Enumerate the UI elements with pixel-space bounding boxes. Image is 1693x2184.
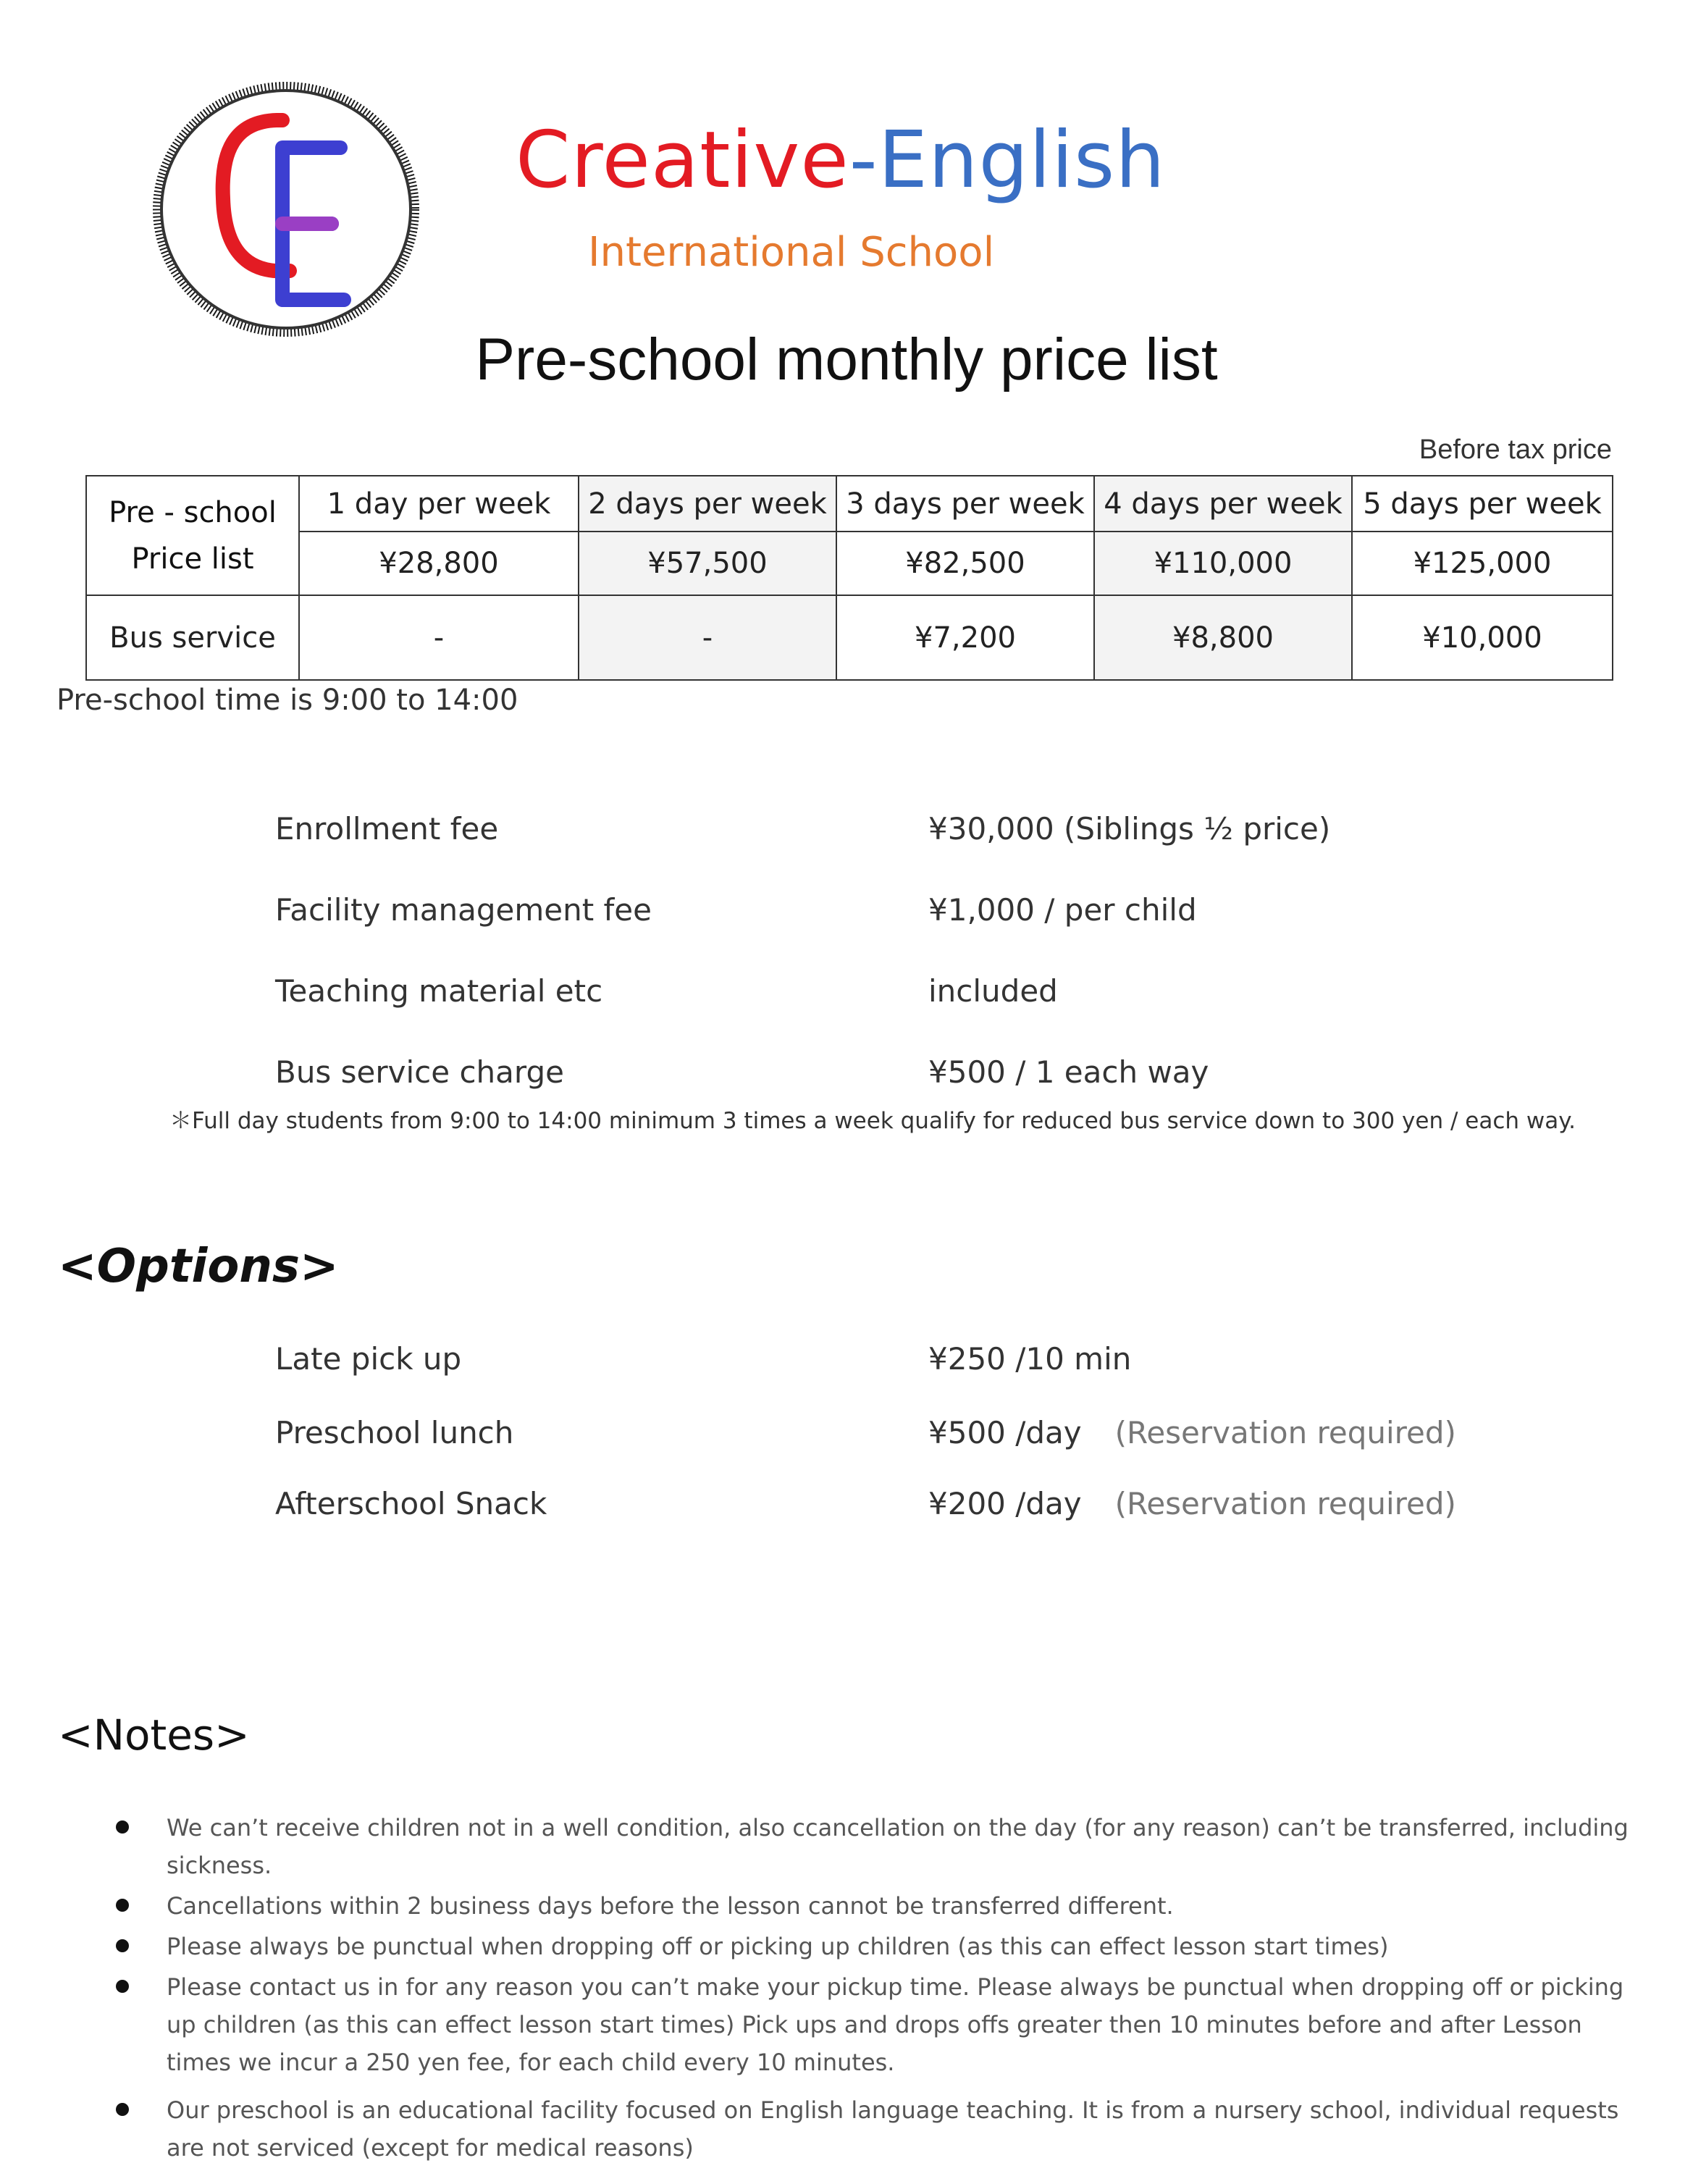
column-header: 2 days per week (579, 476, 836, 532)
note-text: Cancellations within 2 business days before the lesson cannot be transferred different. (167, 1892, 1174, 1920)
list-item (109, 1968, 1651, 2081)
table-row-bus (86, 595, 1613, 680)
price-table (85, 475, 1613, 681)
brand-subtitle: International School (588, 229, 995, 276)
fee-label-enrollment: Enrollment fee (275, 811, 499, 847)
bullet-icon (116, 1980, 129, 1993)
school-logo (145, 75, 427, 343)
fee-label-material: Teaching material etc (275, 973, 603, 1009)
column-header: 5 days per week (1352, 476, 1613, 532)
note-text: We can’t receive children not in a well condition, also ccancellation on the day (for any reason) can’t be transferred, including sickness. (167, 1814, 1629, 1879)
corner-line1: Pre - school (109, 495, 277, 529)
bullet-icon (116, 1899, 129, 1912)
note-text: Our preschool is an educational facility focused on English language teaching. It is from a nursery school, individual requests are not serviced (except for medical reasons) (167, 2096, 1619, 2162)
option-label-snack: Afterschool Snack (275, 1486, 547, 1521)
bullet-icon (116, 2103, 129, 2116)
option-price: ¥250 /10 min (928, 1341, 1132, 1377)
list-item (109, 1809, 1651, 1884)
logo-initials: CE (145, 75, 146, 76)
options-heading: <Options> (58, 1240, 339, 1293)
bus-price-cell: ¥10,000 (1352, 595, 1613, 680)
list-item (109, 1887, 1651, 1925)
bus-footnote: ＊Full day students from 9:00 to 14:00 minimum 3 times a week qualify for reduced bus service down to 300 yen / each way. (169, 1108, 1576, 1134)
column-header: 3 days per week (836, 476, 1094, 532)
preschool-time-note: Pre-school time is 9:00 to 14:00 (56, 684, 518, 717)
note-text: Please always be punctual when dropping off or picking up children (as this can effect lesson start times) (167, 1933, 1389, 1960)
brand-name-part2: -English (849, 115, 1166, 206)
table-corner-cell (86, 476, 299, 595)
option-price: ¥200 /day (928, 1486, 1082, 1521)
price-cell: ¥110,000 (1094, 532, 1352, 595)
bus-price-cell: ¥8,800 (1094, 595, 1352, 680)
option-value-late-pickup (928, 1341, 1131, 1377)
option-label-late-pickup: Late pick up (275, 1341, 462, 1377)
price-cell: ¥57,500 (579, 532, 836, 595)
table-header-row (86, 476, 1613, 532)
note-text: Please contact us in for any reason you can’t make your pickup time. Please always be punctual when dropping off or picking up children (as this can effect lesson start times) Pick ups and drops offs greater then 10 minutes before and after Lesson times we incur a 250 yen fee, for each child every 10 minutes. (167, 1973, 1624, 2076)
option-label-lunch: Preschool lunch (275, 1415, 514, 1450)
bus-price-cell: - (299, 595, 579, 680)
fee-value-enrollment: ¥30,000 (Siblings ½ price) (928, 811, 1331, 847)
list-item (109, 2091, 1651, 2167)
bus-price-cell: ¥7,200 (836, 595, 1094, 680)
fee-value-facility: ¥1,000 / per child (928, 892, 1197, 928)
fee-value-bus: ¥500 / 1 each way (928, 1054, 1209, 1090)
column-header: 1 day per week (299, 476, 579, 532)
option-value-lunch (928, 1415, 1456, 1450)
bus-price-cell: - (579, 595, 836, 680)
option-value-snack (928, 1486, 1456, 1521)
price-cell: ¥28,800 (299, 532, 579, 595)
page-title: Pre-school monthly price list (475, 327, 1218, 392)
bullet-icon (116, 1820, 129, 1834)
list-item (109, 1928, 1651, 1965)
price-cell: ¥82,500 (836, 532, 1094, 595)
option-price: ¥500 /day (928, 1415, 1082, 1450)
notes-heading: <Notes> (58, 1710, 250, 1760)
tax-note: Before tax price (1419, 434, 1612, 465)
bus-row-label: Bus service (86, 595, 299, 680)
notes-list (109, 1809, 1651, 2170)
table-row-prices (86, 532, 1613, 595)
brand-name (516, 115, 1166, 206)
option-reservation-note: (Reservation required) (1114, 1415, 1456, 1450)
corner-line2: Price list (131, 542, 254, 576)
brand-name-part1: Creative (516, 115, 849, 206)
price-cell: ¥125,000 (1352, 532, 1613, 595)
bullet-icon (116, 1939, 129, 1952)
option-reservation-note: (Reservation required) (1114, 1486, 1456, 1521)
column-header: 4 days per week (1094, 476, 1352, 532)
fee-label-facility: Facility management fee (275, 892, 652, 928)
fee-value-material: included (928, 973, 1058, 1009)
fee-label-bus: Bus service charge (275, 1054, 564, 1090)
